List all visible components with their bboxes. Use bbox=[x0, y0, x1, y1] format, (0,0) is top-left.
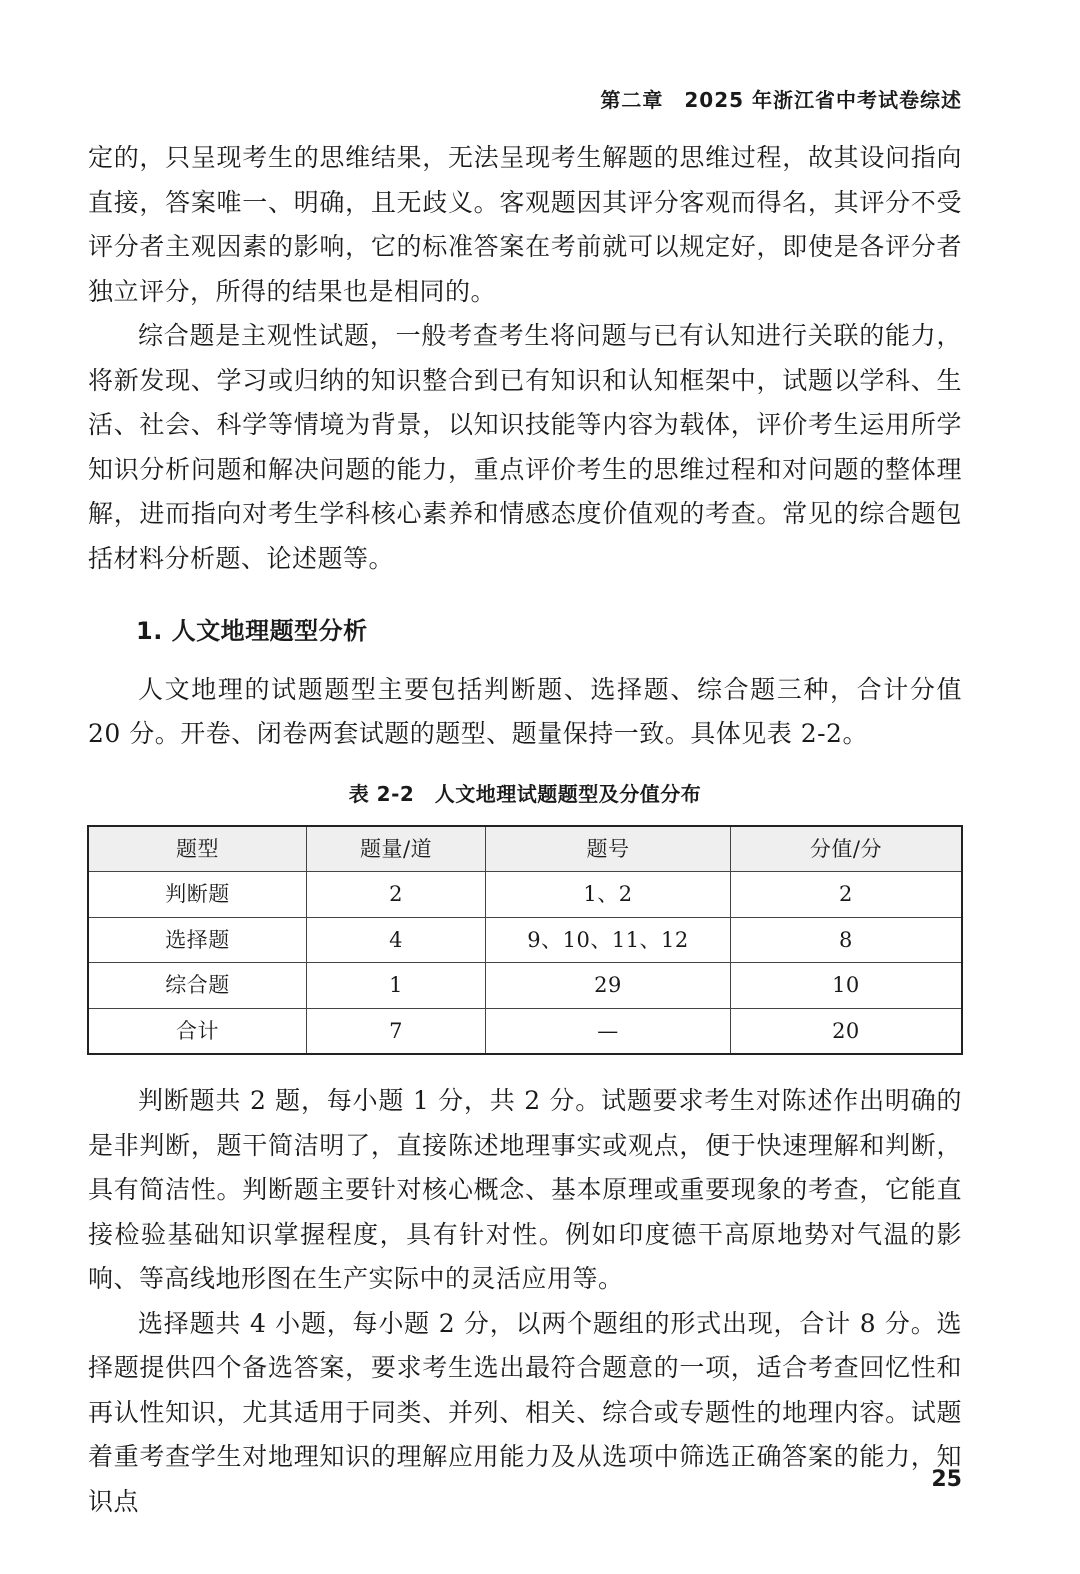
table-cell: 判断题 bbox=[88, 872, 307, 918]
table-cell: 合计 bbox=[88, 1008, 307, 1054]
table-cell: 7 bbox=[307, 1008, 486, 1054]
paragraph: 判断题共 2 题，每小题 1 分，共 2 分。试题要求考生对陈述作出明确的是非判断，题干简洁明了，直接陈述地理事实或观点，便于快速理解和判断，具有简洁性。判断题主要针对核心概念、基本原理或重要现象的考查，它能直接检验基础知识掌握程度，具有针对性。例如印度德干高原地势对气温的影响、等高线地形图在生产实际中的灵活应用等。 bbox=[88, 1086, 962, 1293]
table-row bbox=[88, 872, 962, 918]
table-header-cell: 分值/分 bbox=[730, 826, 962, 872]
table-cell: 选择题 bbox=[88, 917, 307, 963]
page-number: 25 bbox=[931, 1467, 962, 1492]
table-cell: 8 bbox=[730, 917, 962, 963]
table-caption: 表 2-2 人文地理试题题型及分值分布 bbox=[348, 781, 702, 806]
table-cell: 4 bbox=[307, 917, 486, 963]
table-cell: 1 bbox=[307, 963, 486, 1009]
table-row bbox=[88, 963, 962, 1009]
table-cell: 29 bbox=[486, 963, 731, 1009]
paragraph: 定的，只呈现考生的思维结果，无法呈现考生解题的思维过程，故其设问指向直接，答案唯一、明确，且无歧义。客观题因其评分客观而得名，其评分不受评分者主观因素的影响，它的标准答案在考前就可以规定好，即使是各评分者独立评分，所得的结果也是相同的。 bbox=[88, 143, 962, 306]
section-heading: 1. 人文地理题型分析 bbox=[136, 617, 368, 645]
table-cell: 2 bbox=[307, 872, 486, 918]
paragraph: 人文地理的试题题型主要包括判断题、选择题、综合题三种，合计分值 20 分。开卷、闭卷两套试题的题型、题量保持一致。具体见表 2-2。 bbox=[88, 674, 962, 748]
table-cell: 综合题 bbox=[88, 963, 307, 1009]
table-cell: 1、2 bbox=[486, 872, 731, 918]
running-header: 第二章 2025 年浙江省中考试卷综述 bbox=[600, 88, 962, 112]
table-cell: 2 bbox=[730, 872, 962, 918]
table-header-cell: 题号 bbox=[486, 826, 731, 872]
table-cell: — bbox=[486, 1008, 731, 1054]
paragraph: 选择题共 4 小题，每小题 2 分，以两个题组的形式出现，合计 8 分。选择题提供四个备选答案，要求考生选出最符合题意的一项，适合考查回忆性和再认性知识，尤其适用于同类、并列、相关、综合或专题性的地理内容。试题着重考查学生对地理知识的理解应用能力及从选项中筛选正确答案的能力，知识点 bbox=[88, 1308, 962, 1516]
table-row bbox=[88, 917, 962, 963]
table-row bbox=[88, 1008, 962, 1054]
table-cell: 9、10、11、12 bbox=[486, 917, 731, 963]
table-cell: 10 bbox=[730, 963, 962, 1009]
paragraph: 综合题是主观性试题，一般考查考生将问题与已有认知进行关联的能力，将新发现、学习或归纳的知识整合到已有知识和认知框架中，试题以学科、生活、社会、科学等情境为背景，以知识技能等内容为载体，评价考生运用所学知识分析问题和解决问题的能力，重点评价考生的思维过程和对问题的整体理解，进而指向对考生学科核心素养和情感态度价值观的考查。常见的综合题包括材料分析题、论述题等。 bbox=[88, 321, 962, 573]
page-content bbox=[88, 136, 962, 1524]
table-header-row bbox=[88, 826, 962, 872]
table-header-cell: 题型 bbox=[88, 826, 307, 872]
table-header-cell: 题量/道 bbox=[307, 826, 486, 872]
table-cell: 20 bbox=[730, 1008, 962, 1054]
score-distribution-table bbox=[87, 825, 963, 1056]
